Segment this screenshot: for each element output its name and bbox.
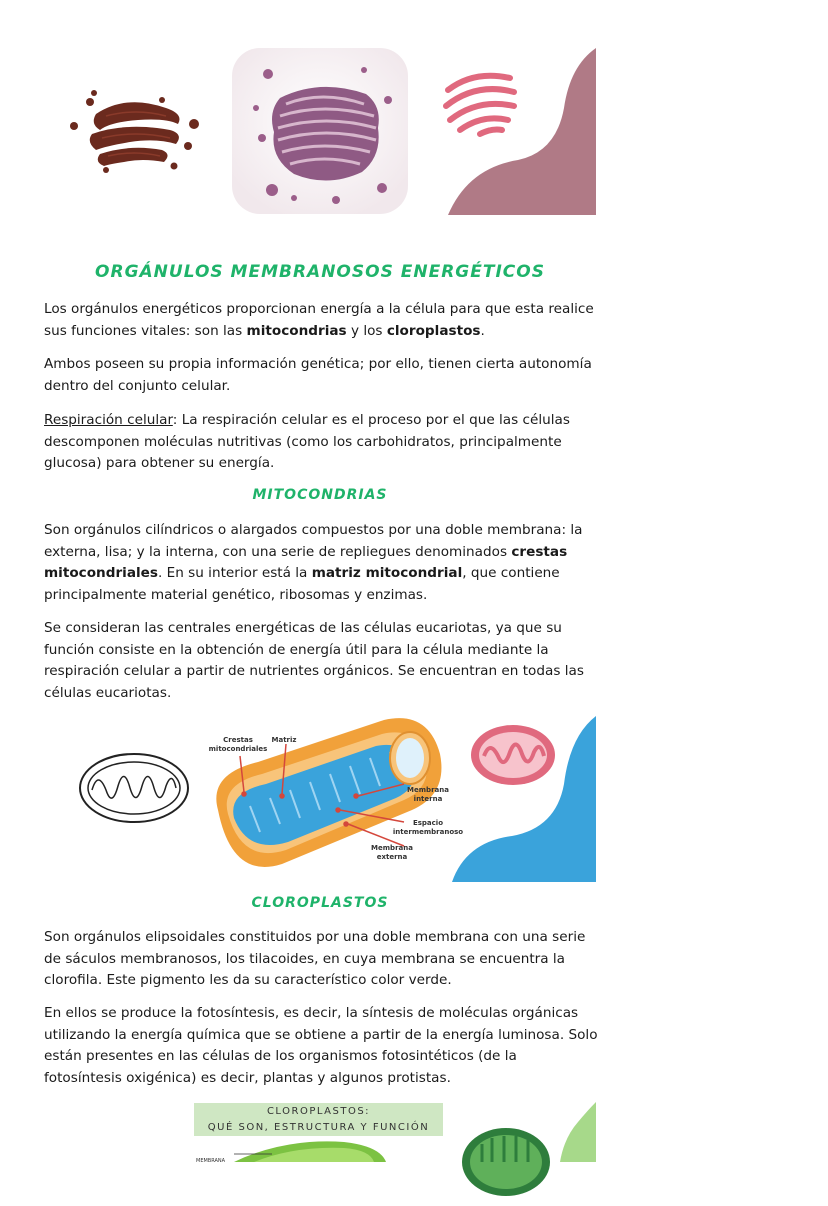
mitochondrion-diagram: [198, 714, 464, 880]
intro-text: y los: [346, 322, 387, 339]
decorative-blue-blob: [452, 716, 596, 882]
golgi-cartoon-icon: [66, 84, 202, 184]
chloroplast-icon: [460, 1116, 552, 1162]
banner-subtitle: QUÉ SON, ESTRUCTURA Y FUNCIÓN: [207, 1122, 430, 1133]
term-respiracion-celular: Respiración celular: [44, 412, 173, 428]
golgi-3d-render-image: [232, 48, 408, 214]
chloroplast-banner: [194, 1103, 443, 1136]
mito-text: Son orgánulos cilíndricos o alargados compuestos por una doble membrana: la externa, lisa; y la interna, con una serie de repliegues denominados: [44, 522, 583, 560]
cloro-paragraph-1: Son orgánulos elipsoidales constituidos por una doble membrana con una serie de sáculos membranosos, los tilacoides, en cuya membrana se encuentra la clorofila. Este pigmento les da su característico color verde.: [44, 929, 586, 988]
label-membrana-externa-2: externa: [376, 853, 408, 861]
mito-text: . En su interior está la: [157, 565, 312, 581]
label-mitocondriales: mitocondriales: [208, 745, 268, 753]
label-membrana-interna-1: Membrana: [407, 786, 449, 794]
section-heading-mitocondrias: MITOCONDRIAS: [252, 487, 388, 503]
label-membrana: MEMBRANA: [196, 1158, 226, 1164]
definition-text: : La respiración celular es el proceso por el que las células descomponen moléculas nutritivas (como los carbohidratos, principalmente glucosa) para obtener su energía.: [44, 412, 570, 471]
mito-text: , que contiene principalmente material genético, ribosomas y enzimas.: [44, 565, 560, 603]
bold-term-crestas: crestas mitocondriales: [44, 543, 568, 581]
label-crestas: Crestas: [223, 736, 253, 744]
label-espacio: Espacio: [412, 819, 444, 827]
bold-term-matriz: matriz mitocondrial: [311, 565, 463, 581]
banner-title: CLOROPLASTOS:: [266, 1106, 371, 1117]
label-membrana-interna-2: interna: [413, 795, 443, 803]
mito-paragraph-1: [44, 520, 599, 606]
decorative-mauve-blob: [448, 48, 596, 215]
chloroplast-diagram: [194, 1138, 444, 1162]
mito-paragraph-2: Se consideran las centrales energéticas de las células eucariotas, ya que su función consiste en la obtención de energía útil para la célula mediante la respiración celular a partir de nutrientes orgánicos. Se encuentran en todas las células eucariotas.: [44, 620, 584, 701]
intro-paragraph-1: [44, 299, 599, 342]
cloro-paragraph-2: En ellos se produce la fotosíntesis, es decir, la síntesis de moléculas orgánicas utilizando la energía química que se obtiene a partir de la energía luminosa. Solo están presentes en las células de los organismos fotosintéticos (de la fotosíntesis oxigénica) es decir, plantas y algunos protistas.: [44, 1005, 598, 1086]
label-intermembranoso: intermembranoso: [392, 828, 464, 836]
decorative-green-blob: [560, 1102, 596, 1162]
bold-term-mitocondrias: mitocondrias: [246, 322, 347, 339]
label-matriz: Matriz: [271, 736, 297, 744]
page-title: ORGÁNULOS MEMBRANOSOS ENERGÉTICOS: [95, 262, 545, 282]
label-membrana-externa-1: Membrana: [371, 844, 413, 852]
intro-paragraph-3: [44, 410, 599, 475]
intro-text: .: [480, 322, 485, 339]
intro-paragraph-2: Ambos poseen su propia información genética; por ello, tienen cierta autonomía dentro del conjunto celular.: [44, 356, 592, 394]
section-heading-cloroplastos: CLOROPLASTOS: [251, 895, 389, 911]
bold-term-cloroplastos: cloroplastos: [386, 322, 481, 339]
mitochondrion-outline-icon: [76, 750, 192, 826]
intro-text: Los orgánulos energéticos proporcionan energía a la célula para que esta realice sus funciones vitales: son las: [44, 301, 594, 339]
